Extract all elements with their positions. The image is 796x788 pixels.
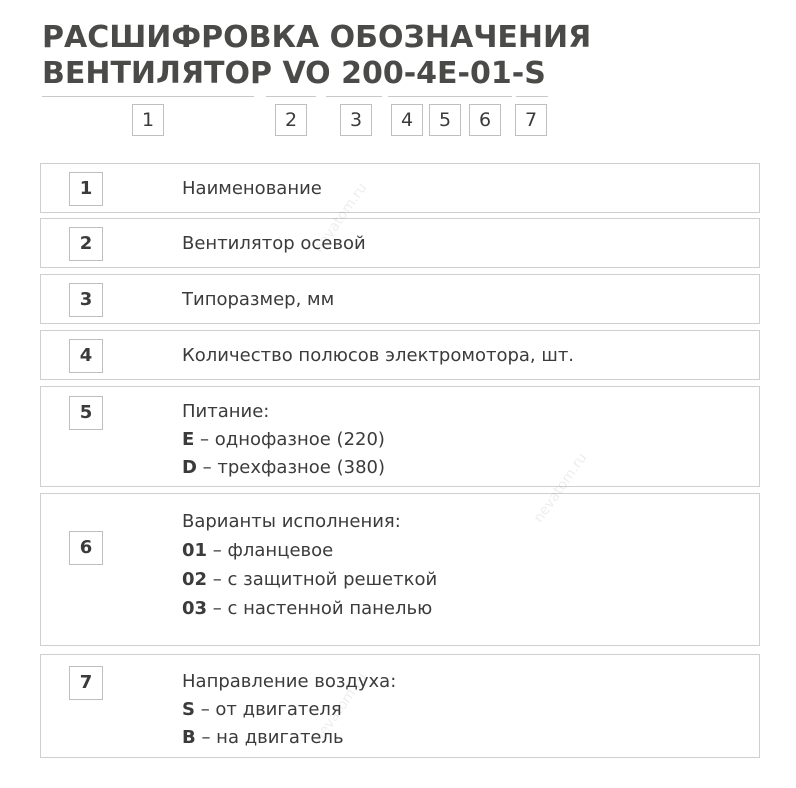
code-box-6: 6 bbox=[469, 104, 501, 136]
row-line bbox=[182, 594, 437, 623]
row-line bbox=[182, 230, 366, 258]
row-number: 7 bbox=[69, 666, 103, 700]
code-box-4: 4 bbox=[391, 104, 423, 136]
title-prefix: ВЕНТИЛЯТОР bbox=[42, 56, 273, 91]
row-text bbox=[182, 230, 366, 258]
row-line bbox=[182, 724, 396, 752]
table-row bbox=[40, 654, 760, 758]
underline-segment-2 bbox=[266, 96, 316, 97]
model-code: VO 200-4E-01-S bbox=[282, 56, 546, 91]
row-key: 02 bbox=[182, 569, 208, 590]
row-value: Вентилятор осевой bbox=[182, 233, 366, 254]
underline-segment-1 bbox=[42, 96, 254, 97]
row-line bbox=[182, 426, 385, 454]
row-line bbox=[182, 668, 396, 696]
row-value: Питание: bbox=[182, 401, 270, 422]
row-text bbox=[182, 668, 396, 752]
row-value: Типоразмер, мм bbox=[182, 289, 335, 310]
row-line bbox=[182, 536, 437, 565]
row-line bbox=[182, 696, 396, 724]
row-key: E bbox=[182, 429, 195, 450]
code-box-5: 5 bbox=[429, 104, 461, 136]
row-key: S bbox=[182, 699, 195, 720]
underline-segment-3 bbox=[326, 96, 382, 97]
table-row bbox=[40, 493, 760, 646]
underline-segment-4 bbox=[388, 96, 512, 97]
code-box-7: 7 bbox=[515, 104, 547, 136]
underline-segment-5 bbox=[516, 96, 548, 97]
row-number: 1 bbox=[69, 172, 103, 206]
table-row bbox=[40, 163, 760, 213]
table-row bbox=[40, 274, 760, 324]
row-number: 4 bbox=[69, 339, 103, 373]
row-value: Направление воздуха: bbox=[182, 671, 397, 692]
table-row bbox=[40, 386, 760, 487]
row-value: – с защитной решеткой bbox=[207, 569, 438, 590]
row-text bbox=[182, 342, 574, 370]
row-key: D bbox=[182, 457, 197, 478]
watermark-text: nevatom.ru bbox=[530, 450, 591, 526]
table-row bbox=[40, 330, 760, 380]
row-line bbox=[182, 175, 322, 203]
code-box-1: 1 bbox=[132, 104, 164, 136]
code-box-2: 2 bbox=[275, 104, 307, 136]
row-number: 3 bbox=[69, 283, 103, 317]
row-text bbox=[182, 398, 385, 482]
code-box-3: 3 bbox=[340, 104, 372, 136]
row-line bbox=[182, 398, 385, 426]
title-line-2 bbox=[42, 56, 591, 92]
row-key: 01 bbox=[182, 540, 208, 561]
row-key: B bbox=[182, 727, 196, 748]
row-number: 2 bbox=[69, 227, 103, 261]
row-line bbox=[182, 342, 574, 370]
row-value: – от двигателя bbox=[194, 699, 342, 720]
row-text bbox=[182, 507, 437, 623]
row-line bbox=[182, 565, 437, 594]
title-line-1: РАСШИФРОВКА ОБОЗНАЧЕНИЯ bbox=[42, 20, 592, 55]
row-line bbox=[182, 286, 334, 314]
row-value: Наименование bbox=[182, 178, 322, 199]
row-value: – трехфазное (380) bbox=[196, 457, 386, 478]
table-row bbox=[40, 218, 760, 268]
row-number: 6 bbox=[69, 531, 103, 565]
row-value: – на двигатель bbox=[195, 727, 344, 748]
row-line bbox=[182, 507, 437, 536]
page-title bbox=[42, 20, 591, 92]
row-value: – с настенной панелью bbox=[207, 598, 433, 619]
row-value: Количество полюсов электромотора, шт. bbox=[182, 345, 575, 366]
row-number: 5 bbox=[69, 396, 103, 430]
row-text bbox=[182, 286, 334, 314]
row-value: – фланцевое bbox=[207, 540, 334, 561]
row-text bbox=[182, 175, 322, 203]
row-line bbox=[182, 454, 385, 482]
row-value: – однофазное (220) bbox=[194, 429, 385, 450]
row-value: Варианты исполнения: bbox=[182, 511, 401, 532]
row-key: 03 bbox=[182, 598, 208, 619]
